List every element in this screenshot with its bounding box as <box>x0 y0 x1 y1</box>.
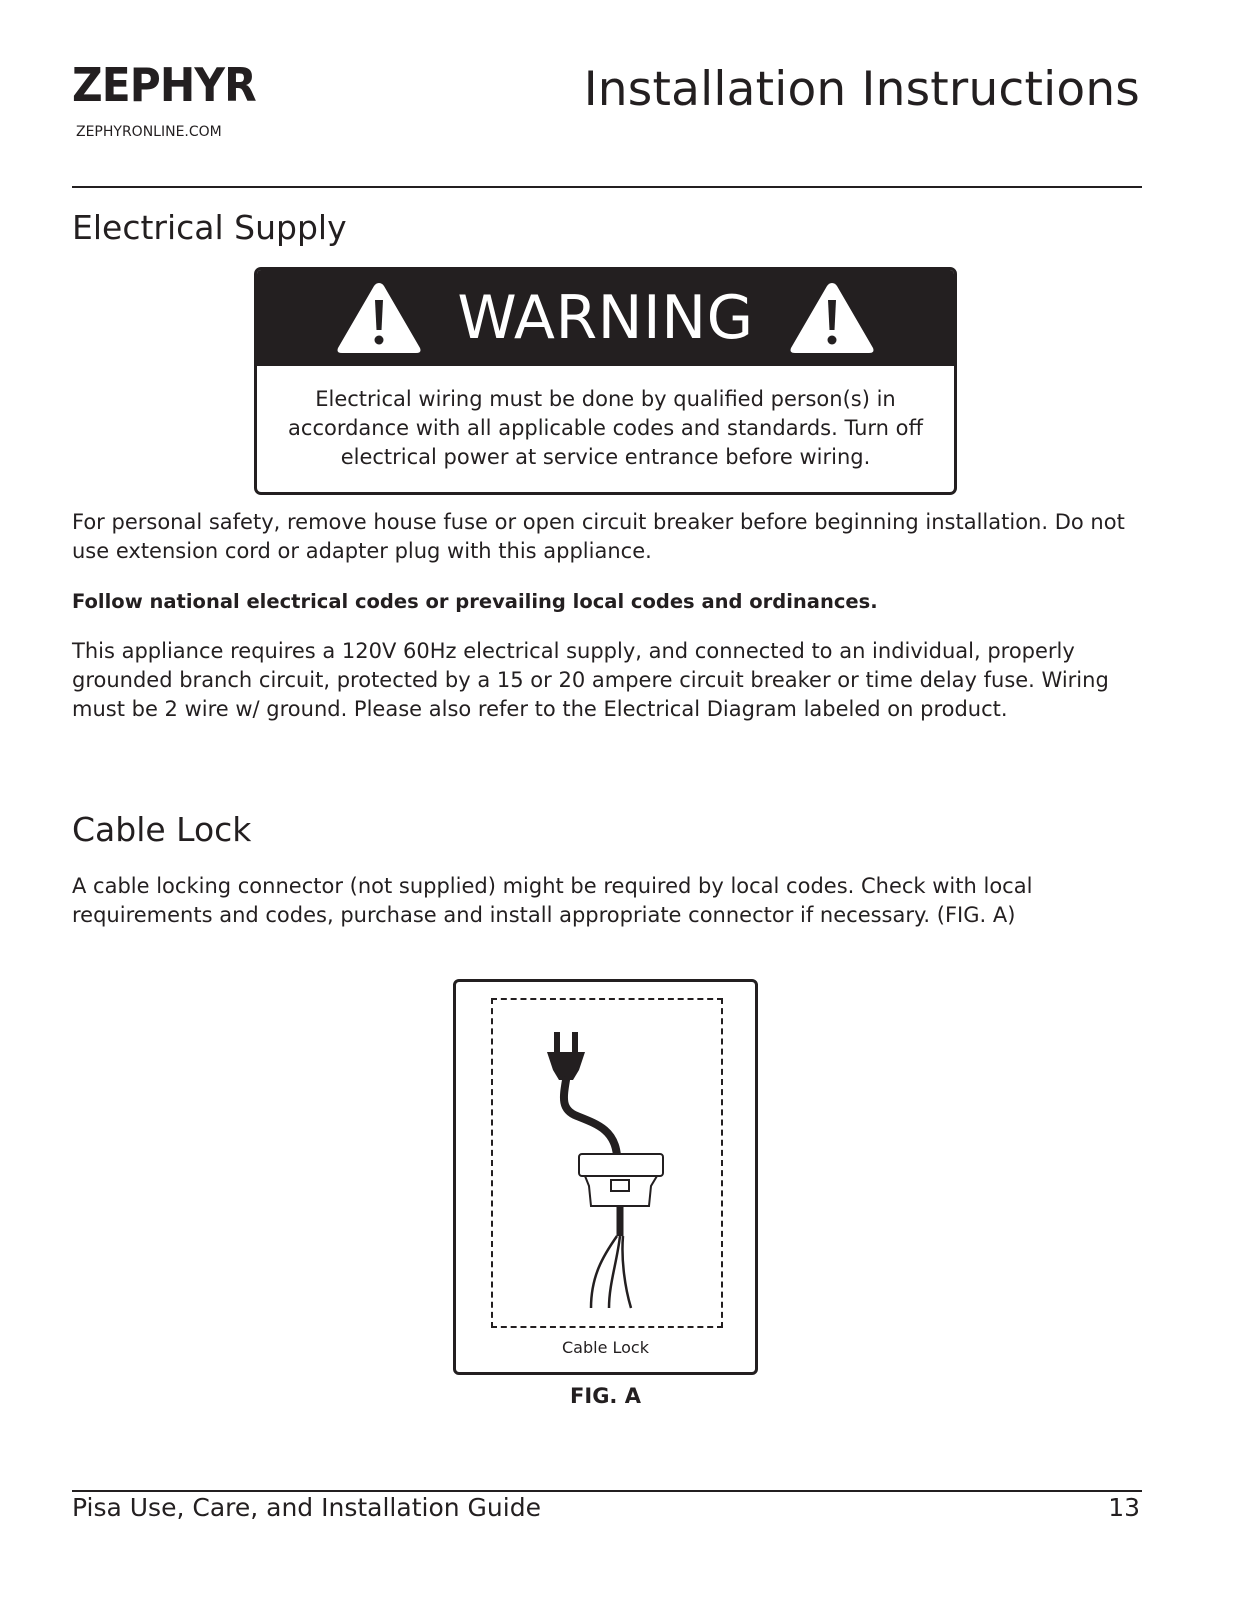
cable-lock-paragraph <box>72 872 1152 930</box>
figure-a-frame <box>453 979 758 1375</box>
zephyr-logo: ZEPHYR <box>72 58 256 112</box>
footer-guide-title: Pisa Use, Care, and Installation Guide <box>72 1493 541 1522</box>
warning-triangle-icon <box>335 280 423 356</box>
paragraph-line: This appliance requires a 120V 60Hz electrical supply, and connected to an individual, properly <box>72 639 1075 663</box>
paragraph-line: use extension cord or adapter plug with this appliance. <box>72 539 652 563</box>
paragraph-line: For personal safety, remove house fuse or open circuit breaker before beginning installation. Do not <box>72 510 1125 534</box>
warning-label: WARNING <box>457 283 754 353</box>
codes-note: Follow national electrical codes or prevailing local codes and ordinances. <box>72 590 878 613</box>
header-divider <box>72 186 1142 188</box>
paragraph-line: requirements and codes, purchase and install appropriate connector if necessary. (FIG. A) <box>72 903 1016 927</box>
safety-paragraph <box>72 508 1152 566</box>
page-title: Installation Instructions <box>583 62 1140 117</box>
requirements-paragraph <box>72 637 1152 724</box>
figure-caption: Cable Lock <box>562 1338 649 1357</box>
figure-a-illustration-area <box>491 998 723 1328</box>
warning-line: Electrical wiring must be done by qualified person(s) in <box>315 387 896 411</box>
warning-box <box>254 267 957 495</box>
page-number: 13 <box>1108 1493 1140 1522</box>
warning-banner <box>257 270 954 366</box>
cable-lock-heading: Cable Lock <box>72 810 252 849</box>
warning-triangle-icon <box>788 280 876 356</box>
plug-cable-lock-icon <box>493 1000 721 1326</box>
warning-line: electrical power at service entrance before wiring. <box>340 445 871 469</box>
footer-divider <box>72 1490 1142 1492</box>
website-url: ZEPHYRONLINE.COM <box>76 124 222 140</box>
electrical-supply-heading: Electrical Supply <box>72 208 347 247</box>
paragraph-line: grounded branch circuit, protected by a 15 or 20 ampere circuit breaker or time delay fuse. Wiring <box>72 668 1109 692</box>
paragraph-line: must be 2 wire w/ ground. Please also refer to the Electrical Diagram labeled on product. <box>72 697 1008 721</box>
warning-text <box>257 366 954 472</box>
warning-line: accordance with all applicable codes and standards. Turn off <box>288 416 923 440</box>
paragraph-line: A cable locking connector (not supplied) might be required by local codes. Check with local <box>72 874 1033 898</box>
figure-label: FIG. A <box>570 1384 641 1408</box>
